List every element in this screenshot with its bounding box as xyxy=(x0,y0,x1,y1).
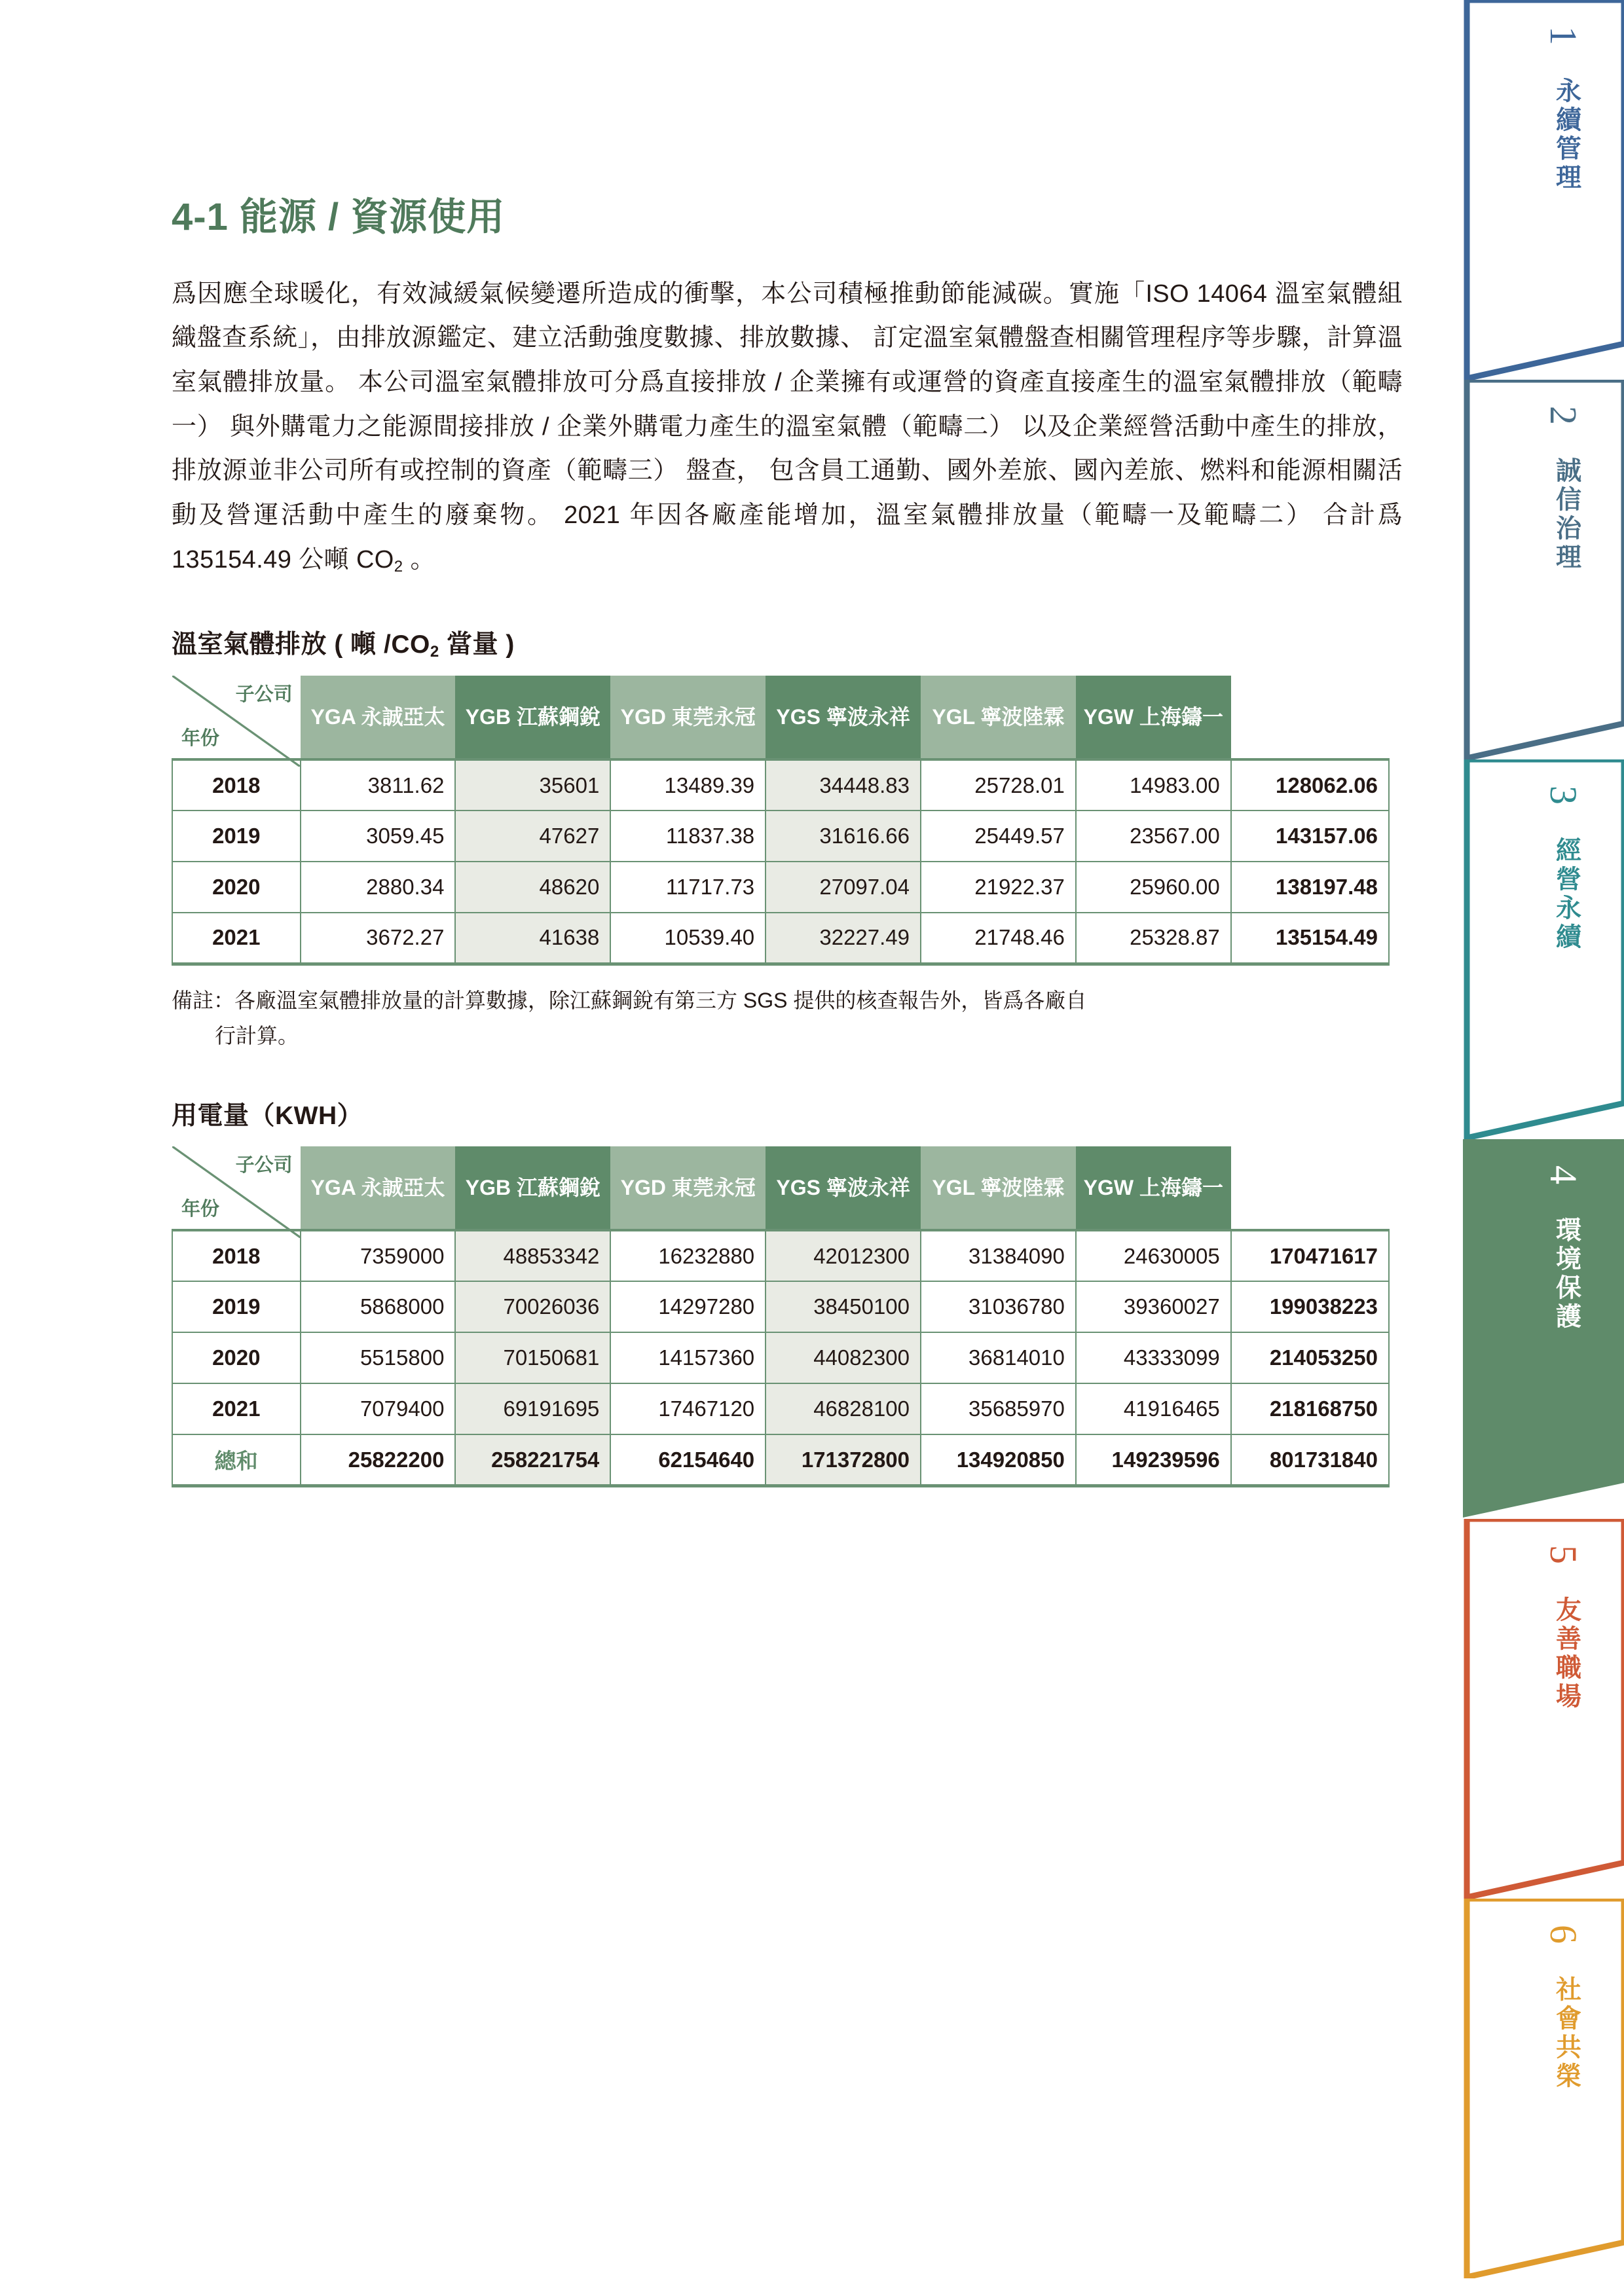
table2-row2-total: 214053250 xyxy=(1231,1332,1389,1383)
table2-col-name-yga: 永誠亞太 xyxy=(361,1175,445,1199)
table1-col-header-total: 年度加總 xyxy=(1231,676,1389,759)
table2-row0-total: 170471617 xyxy=(1231,1230,1389,1281)
table2-row0-ygd: 16232880 xyxy=(610,1230,766,1281)
table1-col-code-ygw: YGW xyxy=(1083,704,1134,729)
table1-row0-year: 2018 xyxy=(172,759,301,811)
table2-row2-ygb: 70150681 xyxy=(455,1332,610,1383)
table2-row1-ygd: 14297280 xyxy=(610,1281,766,1332)
table2-row1-ygb: 70026036 xyxy=(455,1281,610,1332)
sidebar-item-5-number: 5 xyxy=(1542,1545,1585,1564)
sidebar-item-integrity-governance[interactable] xyxy=(1463,380,1624,759)
table1-row3-ygl: 21748.46 xyxy=(921,913,1076,964)
sidebar-item-2-number: 2 xyxy=(1542,406,1585,425)
table1-col-header-ygs xyxy=(766,676,921,759)
table1-row2-year: 2020 xyxy=(172,862,301,913)
sidebar-item-environmental-protection[interactable] xyxy=(1463,1139,1624,1519)
table1-row0-ygw: 14983.00 xyxy=(1076,759,1231,811)
sidebar-item-sustainability-management[interactable] xyxy=(1463,0,1624,380)
sidebar-item-6-label: 社會共榮 xyxy=(1552,1976,1581,2091)
table1-corner-year-label: 年份 xyxy=(181,727,220,749)
table2-col-code-ygd: YGD xyxy=(620,1175,666,1199)
table1-row0-ygd: 13489.39 xyxy=(610,759,766,811)
table2-col-header-total: 年度加總 xyxy=(1231,1146,1389,1230)
table-row xyxy=(172,862,1389,913)
table2-row2-year: 2020 xyxy=(172,1332,301,1383)
table2-row3-yga: 7079400 xyxy=(301,1383,456,1434)
table2-col-code-yga: YGA xyxy=(310,1175,356,1199)
table1-caption-subscript: 2 xyxy=(430,643,439,661)
sidebar-item-5-label: 友善職場 xyxy=(1552,1596,1581,1711)
table1-row0-ygs: 34448.83 xyxy=(766,759,921,811)
table2-row2-ygd: 14157360 xyxy=(610,1332,766,1383)
table1-row1-ygl: 25449.57 xyxy=(921,811,1076,862)
table1-col-code-ygd: YGD xyxy=(620,704,666,729)
sidebar-item-social-prosperity[interactable] xyxy=(1463,1899,1624,2278)
intro-paragraph-text: 爲因應全球暖化，有效減緩氣候變遷所造成的衝擊，本公司積極推動節能減碳。實施「ISO 14064 溫室氣體組織盤查系統」，由排放源鑑定、建立活動強度數據、排放數據、 訂定溫室氣體盤查相關管理程序等步驟，計算溫室氣體排放量。 本公司溫室氣體排放可分爲直接排放 / 企業擁有或運營的資產直接產生的溫室氣體排放（範疇一） 與外購電力之能源間接排放 / 企業外購電力產生的溫室氣體（範疇二） 以及企業經營活動中產生的排放，排放源並非公司所有或控制的資產（範疇三） 盤查， 包含員工通勤、國外差旅、國內差旅、燃料和能源相關活動及營運活動中產生的廢棄物。 2021 年因各廠產能增加，溫室氣體排放量（範疇一及範疇二） 合計爲 135154.49 公噸 CO xyxy=(172,280,1403,574)
table2-corner-year-label: 年份 xyxy=(181,1199,220,1220)
table1-row1-ygw: 23567.00 xyxy=(1076,811,1231,862)
table2-row3-total: 218168750 xyxy=(1231,1383,1389,1434)
table1-row3-ygb: 41638 xyxy=(455,913,610,964)
table1-row2-ygl: 21922.37 xyxy=(921,862,1076,913)
table1-col-code-ygs: YGS xyxy=(776,704,821,729)
table2-col-header-ygl xyxy=(921,1146,1076,1230)
table-row xyxy=(172,913,1389,964)
table1-col-name-ygs: 寧波永祥 xyxy=(826,704,910,729)
table1-col-name-ygb: 江蘇鋼銳 xyxy=(516,704,600,729)
table2-header-row xyxy=(172,1146,1389,1230)
table1-note-line2: 行計算。 xyxy=(215,1024,299,1048)
table2-row2-ygs: 44082300 xyxy=(766,1332,921,1383)
table2-row2-ygl: 36814010 xyxy=(921,1332,1076,1383)
table2-col-name-ygs: 寧波永祥 xyxy=(826,1175,910,1199)
table2-row3-ygb: 69191695 xyxy=(455,1383,610,1434)
table1-row3-ygw: 25328.87 xyxy=(1076,913,1231,964)
table2-row0-yga: 7359000 xyxy=(301,1230,456,1281)
page-content xyxy=(172,0,1403,1487)
table2-sum-label: 總和 xyxy=(172,1434,301,1485)
table1-row3-ygd: 10539.40 xyxy=(610,913,766,964)
table1-row1-year: 2019 xyxy=(172,811,301,862)
table2-sum-yga: 25822200 xyxy=(301,1434,456,1485)
table1-col-header-ygd xyxy=(610,676,766,759)
table1-col-name-ygw: 上海鑄一 xyxy=(1139,704,1223,729)
table1-row2-ygs: 27097.04 xyxy=(766,862,921,913)
table2-row1-year: 2019 xyxy=(172,1281,301,1332)
table2-col-header-ygw xyxy=(1076,1146,1231,1230)
table1-col-code-yga: YGA xyxy=(310,704,356,729)
table1-col-header-yga xyxy=(301,676,456,759)
table2-sum-ygs: 171372800 xyxy=(766,1434,921,1485)
table2-row1-ygs: 38450100 xyxy=(766,1281,921,1332)
table1-row2-ygw: 25960.00 xyxy=(1076,862,1231,913)
table2-col-name-ygb: 江蘇鋼銳 xyxy=(516,1175,600,1199)
table2-col-header-yga xyxy=(301,1146,456,1230)
table2-col-code-ygw: YGW xyxy=(1083,1175,1134,1199)
table2-row1-ygw: 39360027 xyxy=(1076,1281,1231,1332)
chapter-sidenav xyxy=(1463,0,1624,2296)
table2-col-code-ygl: YGL xyxy=(932,1175,975,1199)
table1-row0-ygb: 35601 xyxy=(455,759,610,811)
table1-col-code-ygl: YGL xyxy=(932,704,975,729)
table1-row2-ygd: 11717.73 xyxy=(610,862,766,913)
page-title: 4-1 能源 / 資源使用 xyxy=(172,196,506,238)
table2-col-header-ygd xyxy=(610,1146,766,1230)
table1-col-header-ygb xyxy=(455,676,610,759)
table1-row3-total: 135154.49 xyxy=(1231,913,1389,964)
table1-row2-yga: 2880.34 xyxy=(301,862,456,913)
table1-caption-post: 當量 ) xyxy=(439,630,515,659)
table1-col-header-ygw xyxy=(1076,676,1231,759)
table2-sum-row xyxy=(172,1434,1389,1485)
sidebar-item-3-label: 經營永續 xyxy=(1552,837,1581,952)
table1-corner-cell xyxy=(172,676,301,759)
table1-row1-ygd: 11837.38 xyxy=(610,811,766,862)
sidebar-item-4-label: 環境保護 xyxy=(1552,1216,1581,1332)
table2-row1-yga: 5868000 xyxy=(301,1281,456,1332)
table1-col-name-ygd: 東莞永冠 xyxy=(671,704,756,729)
table1-row1-ygs: 31616.66 xyxy=(766,811,921,862)
table2-row3-ygw: 41916465 xyxy=(1076,1383,1231,1434)
table2-row1-total: 199038223 xyxy=(1231,1281,1389,1332)
table1-row3-yga: 3672.27 xyxy=(301,913,456,964)
table1-col-code-ygb: YGB xyxy=(465,704,511,729)
sidebar-item-3-number: 3 xyxy=(1542,786,1585,805)
table2-col-header-ygs xyxy=(766,1146,921,1230)
intro-paragraph xyxy=(172,272,1403,582)
table2-corner-subsidiary-label: 子公司 xyxy=(235,1155,293,1176)
table2-sum-ygl: 134920850 xyxy=(921,1434,1076,1485)
table2-col-code-ygb: YGB xyxy=(465,1175,511,1199)
sidebar-item-4-number: 4 xyxy=(1542,1165,1585,1184)
table1-row0-ygl: 25728.01 xyxy=(921,759,1076,811)
sidebar-item-6-number: 6 xyxy=(1542,1925,1585,1944)
table1-row1-yga: 3059.45 xyxy=(301,811,456,862)
sidebar-item-2-label: 誠信治理 xyxy=(1552,457,1581,572)
table2-sum-ygd: 62154640 xyxy=(610,1434,766,1485)
table2-sum-total: 801731840 xyxy=(1231,1434,1389,1485)
table2-col-header-ygb xyxy=(455,1146,610,1230)
table1-caption xyxy=(172,624,1403,661)
table-row xyxy=(172,1383,1389,1434)
table1-row2-ygb: 48620 xyxy=(455,862,610,913)
table1-row0-total: 128062.06 xyxy=(1231,759,1389,811)
table2-row1-ygl: 31036780 xyxy=(921,1281,1076,1332)
co2-subscript: 2 xyxy=(394,557,403,575)
table-row xyxy=(172,1281,1389,1332)
table-row xyxy=(172,1230,1389,1281)
table1-col-name-ygl: 寧波陸霖 xyxy=(980,704,1065,729)
table2-caption: 用電量（KWH） xyxy=(172,1102,363,1131)
table2-row3-ygs: 46828100 xyxy=(766,1383,921,1434)
table1-row1-ygb: 47627 xyxy=(455,811,610,862)
table2-row0-ygs: 42012300 xyxy=(766,1230,921,1281)
ghg-emissions-table xyxy=(172,676,1390,966)
table-row xyxy=(172,1332,1389,1383)
sidebar-item-1-number: 1 xyxy=(1542,26,1585,45)
table1-col-name-yga: 永誠亞太 xyxy=(361,704,445,729)
table2-row2-ygw: 43333099 xyxy=(1076,1332,1231,1383)
sidebar-item-1-label: 永續管理 xyxy=(1552,77,1581,192)
sidebar-item-business-sustainability[interactable] xyxy=(1463,759,1624,1139)
table1-header-row xyxy=(172,676,1389,759)
table2-row0-ygb: 48853342 xyxy=(455,1230,610,1281)
table2-col-name-ygw: 上海鑄一 xyxy=(1139,1175,1223,1199)
table1-row1-total: 143157.06 xyxy=(1231,811,1389,862)
electricity-usage-table xyxy=(172,1146,1390,1487)
table2-sum-ygb: 258221754 xyxy=(455,1434,610,1485)
table2-row2-yga: 5515800 xyxy=(301,1332,456,1383)
table2-row3-ygl: 35685970 xyxy=(921,1383,1076,1434)
table2-row0-ygw: 24630005 xyxy=(1076,1230,1231,1281)
table2-col-name-ygd: 東莞永冠 xyxy=(671,1175,756,1199)
table2-col-code-ygs: YGS xyxy=(776,1175,821,1199)
table1-col-header-ygl xyxy=(921,676,1076,759)
table2-row3-ygd: 17467120 xyxy=(610,1383,766,1434)
table1-row0-yga: 3811.62 xyxy=(301,759,456,811)
sidebar-item-friendly-workplace[interactable] xyxy=(1463,1519,1624,1899)
table1-row2-total: 138197.48 xyxy=(1231,862,1389,913)
table2-col-name-ygl: 寧波陸霖 xyxy=(980,1175,1065,1199)
table2-corner-cell xyxy=(172,1146,301,1230)
table1-corner-subsidiary-label: 子公司 xyxy=(235,684,293,706)
table2-row3-year: 2021 xyxy=(172,1383,301,1434)
table2-sum-ygw: 149239596 xyxy=(1076,1434,1231,1485)
table1-note xyxy=(172,983,1403,1054)
table1-caption-pre: 溫室氣體排放 ( 噸 /CO xyxy=(172,630,430,659)
table2-row0-year: 2018 xyxy=(172,1230,301,1281)
table1-row3-year: 2021 xyxy=(172,913,301,964)
table-row xyxy=(172,759,1389,811)
intro-paragraph-tail: 。 xyxy=(403,545,435,574)
table1-row3-ygs: 32227.49 xyxy=(766,913,921,964)
table2-row0-ygl: 31384090 xyxy=(921,1230,1076,1281)
table1-note-line1: 備註：各廠溫室氣體排放量的計算數據，除江蘇鋼銳有第三方 SGS 提供的核查報告外，皆爲各廠自 xyxy=(172,988,1087,1012)
table-row xyxy=(172,811,1389,862)
